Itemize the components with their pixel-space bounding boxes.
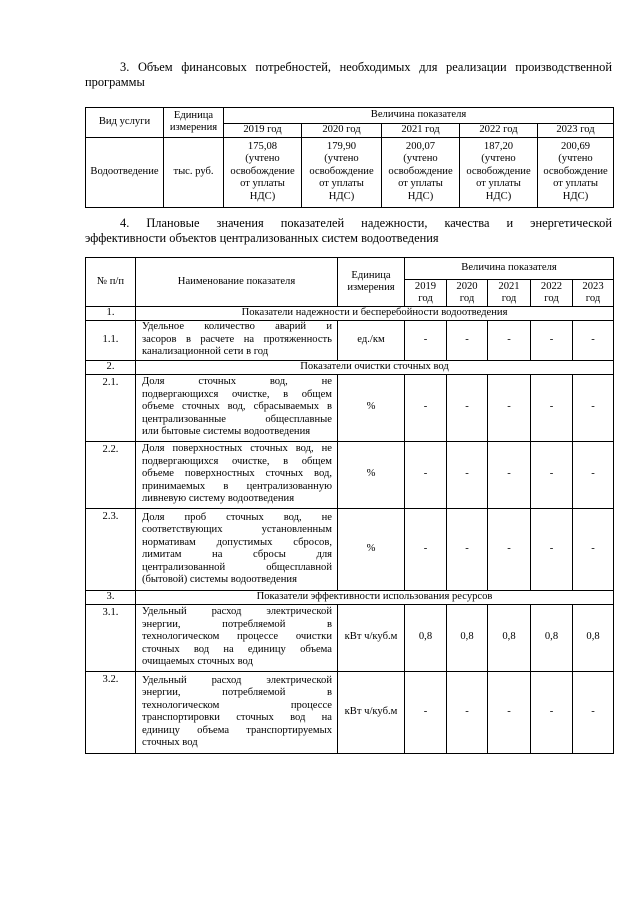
row-num: 2.2.: [86, 441, 136, 508]
value-line: освобождение: [230, 165, 295, 177]
header-year-2019: [405, 280, 447, 307]
desc-line: принимаемых в централизованную: [142, 480, 332, 492]
desc-line: или бытовые системы водоотведения: [142, 426, 311, 438]
desc-line: технологическом процессе: [142, 699, 332, 711]
value-line: от уплаты: [319, 178, 364, 190]
row-unit: %: [338, 374, 405, 441]
section-3-heading-line2: программы: [85, 75, 145, 89]
desc-line: технологическом процессе очистки: [142, 631, 332, 643]
year-number: 2019: [414, 280, 437, 292]
financial-needs-table: [85, 107, 614, 208]
desc-line: соответствующих установленным: [142, 524, 332, 535]
row-value-2022: [460, 137, 538, 207]
row-value: 0,8: [531, 604, 573, 671]
desc-line: централизованные общесплавные: [142, 413, 332, 425]
header-year-2020: 2020 год: [302, 124, 382, 138]
header-value: Величина показателя: [405, 258, 614, 280]
row-value-2021: [382, 137, 460, 207]
header-unit-line1: Единица: [173, 109, 214, 121]
year-word: год: [459, 293, 475, 304]
value-line: НДС): [562, 190, 589, 202]
section-num: 1.: [86, 307, 136, 321]
value-line: освобождение: [388, 165, 453, 177]
row-description: [136, 320, 338, 360]
row-value-2019: [224, 137, 302, 207]
desc-line: Удельный расход электрической: [142, 606, 332, 618]
row-value-2020: [302, 137, 382, 207]
row-value: -: [405, 508, 447, 590]
value-line: (учтено: [245, 153, 280, 165]
row-value: -: [573, 320, 614, 360]
section-3-heading-line1: 3. Объем финансовых потребностей, необходимых для реализации производственной: [120, 60, 612, 74]
row-value: -: [488, 671, 531, 753]
year-number: 2022: [540, 280, 563, 292]
year-word: год: [501, 293, 517, 304]
value-line: 175,08: [247, 140, 278, 152]
row-unit: кВт ч/куб.м: [338, 671, 405, 753]
header-unit: [164, 108, 224, 138]
row-value: -: [405, 671, 447, 753]
row-num: 2.3.: [86, 508, 136, 590]
section-3-heading: [85, 60, 612, 90]
desc-line: объеме поверхностных сточных вод,: [142, 468, 332, 480]
value-line: (учтено: [324, 153, 359, 165]
header-unit-line1: Единица: [351, 269, 391, 281]
row-unit: %: [338, 508, 405, 590]
desc-line: транспортировки сточных вод на: [142, 712, 332, 723]
row-description: [136, 508, 338, 590]
header-year-2020: [447, 280, 488, 307]
section-4-heading: [85, 216, 612, 246]
header-year-2022: [531, 280, 573, 307]
indicators-table: [85, 257, 614, 754]
section-title: Показатели очистки сточных вод: [136, 360, 614, 374]
year-number: 2021: [498, 280, 520, 292]
header-service: Вид услуги: [86, 108, 164, 138]
row-value: -: [447, 441, 488, 508]
desc-line: сточных вод на единицу объема: [142, 643, 332, 655]
desc-line: лимитам на сбросы для: [142, 549, 332, 560]
row-value: 0,8: [405, 604, 447, 671]
row-value: -: [488, 508, 531, 590]
row-value: -: [405, 374, 447, 441]
row-value: -: [447, 508, 488, 590]
row-value: 0,8: [573, 604, 614, 671]
value-line: от уплаты: [553, 178, 598, 190]
value-line: 200,69: [560, 140, 591, 152]
desc-line: подвергающихся очистке, в общем: [142, 455, 332, 467]
value-line: освобождение: [466, 165, 531, 177]
row-value: -: [573, 374, 614, 441]
row-value: 0,8: [447, 604, 488, 671]
row-value-2023: [538, 137, 614, 207]
row-description: [136, 374, 338, 441]
value-line: 187,20: [483, 140, 514, 152]
row-num: 1.1.: [86, 320, 136, 360]
row-service: Водоотведение: [86, 137, 164, 207]
section-4-heading-line1: 4. Плановые значения показателей надежности, качества и энергетической: [120, 216, 612, 230]
value-line: от уплаты: [240, 178, 285, 190]
row-value: 0,8: [488, 604, 531, 671]
desc-line: засоров в расчете на протяженность: [142, 333, 332, 345]
desc-line: Доля поверхностных сточных вод, не: [142, 443, 332, 455]
header-year-2021: 2021 год: [382, 124, 460, 138]
header-unit-line2: измерения: [169, 122, 218, 134]
desc-line: энергии, потребляемой в: [142, 618, 332, 630]
header-year-2021: [488, 280, 531, 307]
row-value: -: [405, 441, 447, 508]
row-num: 2.1.: [86, 374, 136, 441]
desc-line: Доля сточных вод, не: [142, 376, 332, 388]
header-value: Величина показателя: [224, 108, 614, 124]
value-line: от уплаты: [398, 178, 443, 190]
value-line: 179,90: [326, 140, 357, 152]
header-year-2022: 2022 год: [460, 124, 538, 138]
header-num: № п/п: [86, 258, 136, 307]
value-line: НДС): [407, 190, 434, 202]
row-value: -: [488, 441, 531, 508]
desc-line: Удельное количество аварий и: [142, 321, 332, 333]
row-value: -: [531, 374, 573, 441]
row-value: -: [447, 320, 488, 360]
row-description: [136, 441, 338, 508]
desc-line: централизованной общесплавной: [142, 561, 332, 573]
header-unit: [338, 258, 405, 307]
row-value: -: [488, 374, 531, 441]
desc-line: нормативам допустимых сбросов,: [142, 536, 332, 548]
row-value: -: [488, 320, 531, 360]
desc-line: ливневую систему водоотведения: [142, 493, 295, 505]
row-num: 3.2.: [86, 671, 136, 753]
year-number: 2020: [456, 280, 478, 292]
section-4-heading-line2: эффективности объектов централизованных систем водоотведения: [85, 231, 439, 245]
row-value: -: [573, 508, 614, 590]
row-unit: ед./км: [338, 320, 405, 360]
header-year-2023: [573, 280, 614, 307]
section-title: Показатели эффективности использования ресурсов: [136, 590, 614, 604]
row-value: -: [531, 508, 573, 590]
value-line: (учтено: [558, 153, 593, 165]
value-line: (учтено: [403, 153, 438, 165]
section-num: 3.: [86, 590, 136, 604]
year-number: 2023: [582, 280, 604, 292]
header-name: Наименование показателя: [136, 258, 338, 307]
header-year-2019: 2019 год: [224, 124, 302, 138]
row-description: [136, 604, 338, 671]
value-line: (учтено: [481, 153, 516, 165]
desc-line: подвергающихся очистке, в общем: [142, 388, 332, 400]
value-line: НДС): [485, 190, 512, 202]
row-unit: кВт ч/куб.м: [338, 604, 405, 671]
year-word: год: [585, 293, 601, 304]
year-word: год: [418, 293, 433, 304]
row-value: -: [531, 441, 573, 508]
row-value: -: [573, 671, 614, 753]
desc-line: канализационной сети в год: [142, 346, 269, 358]
desc-line: объеме сточных вод, сбрасываемых в: [142, 401, 332, 413]
desc-line: Удельный расход электрической: [142, 674, 332, 686]
section-num: 2.: [86, 360, 136, 374]
value-line: НДС): [328, 190, 355, 202]
header-year-2023: 2023 год: [538, 124, 614, 138]
value-line: 200,07: [405, 140, 436, 152]
desc-line: очищаемых сточных вод: [142, 656, 253, 668]
value-line: освобождение: [309, 165, 374, 177]
year-word: год: [544, 293, 559, 304]
desc-line: сточных вод: [142, 737, 198, 748]
row-description: [136, 671, 338, 753]
row-value: -: [531, 671, 573, 753]
desc-line: единицу объема транспортируемых: [142, 724, 332, 736]
row-value: -: [405, 320, 447, 360]
value-line: от уплаты: [476, 178, 521, 190]
row-unit: тыс. руб.: [164, 137, 224, 207]
desc-line: (бытовой) системы водоотведения: [142, 574, 297, 585]
value-line: НДС): [249, 190, 276, 202]
desc-line: энергии, потребляемой в: [142, 687, 332, 698]
desc-line: Доля проб сточных вод, не: [142, 511, 332, 523]
row-value: -: [531, 320, 573, 360]
header-unit-line2: измерения: [347, 282, 395, 293]
row-value: -: [447, 671, 488, 753]
row-value: -: [573, 441, 614, 508]
row-unit: %: [338, 441, 405, 508]
value-line: освобождение: [543, 165, 608, 177]
row-num: 3.1.: [86, 604, 136, 671]
section-title: Показатели надежности и бесперебойности водоотведения: [136, 307, 614, 321]
row-value: -: [447, 374, 488, 441]
